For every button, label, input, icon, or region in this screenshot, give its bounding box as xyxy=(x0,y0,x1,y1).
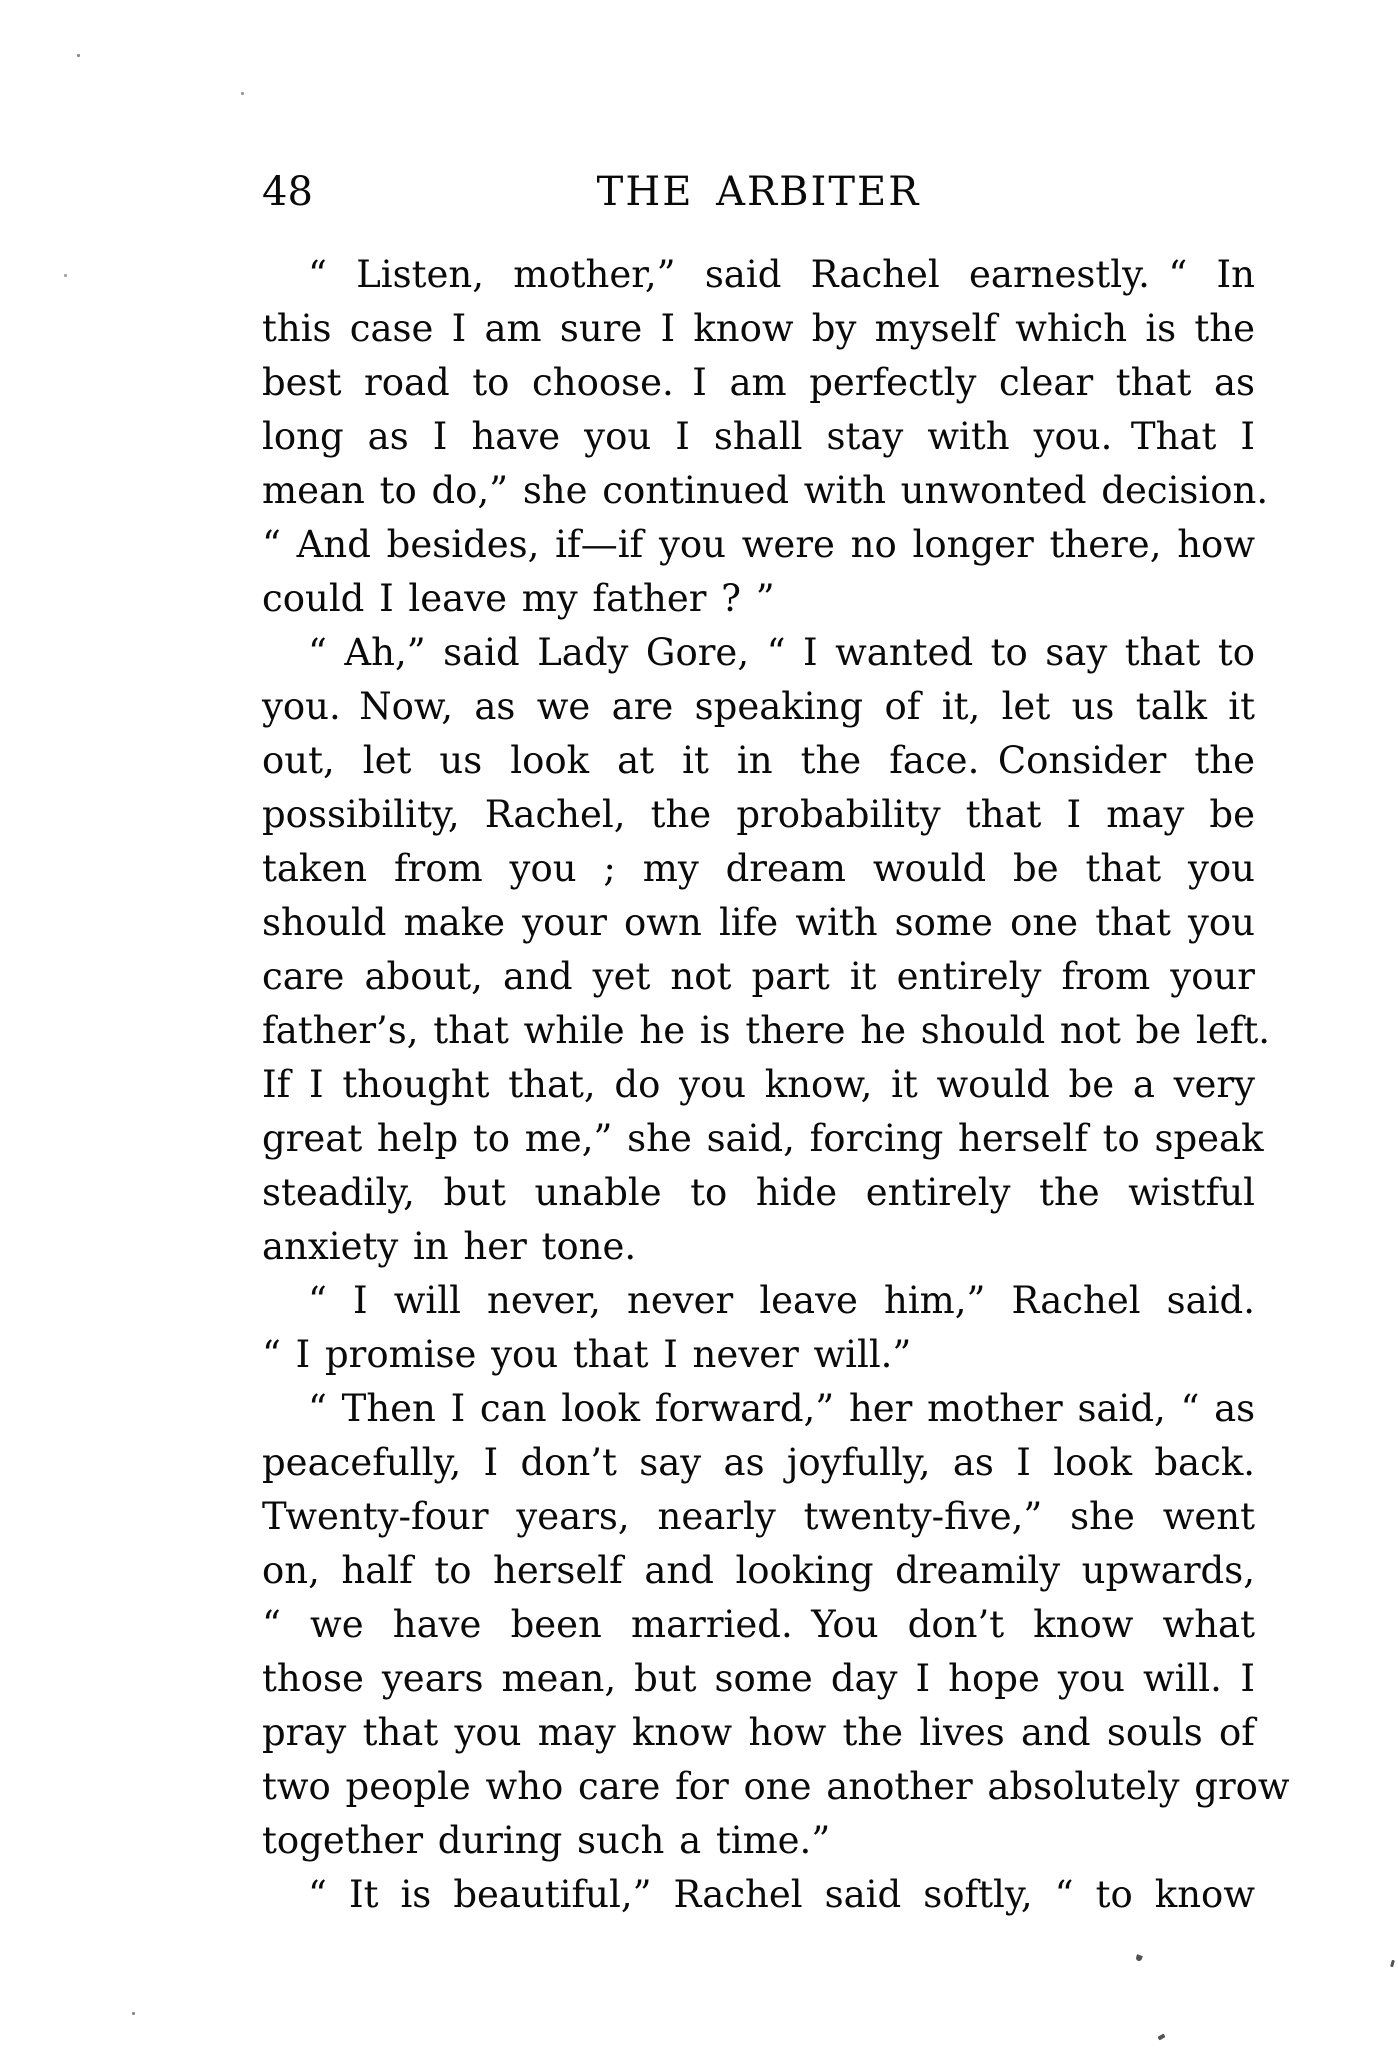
text-line: If I thought that, do you know, it would be a very xyxy=(262,1063,1255,1106)
text-line: “ And besides, if—if you were no longer there, how xyxy=(262,523,1255,566)
text-line: long as I have you I shall stay with you. That I xyxy=(262,415,1255,458)
text-line: those years mean, but some day I hope you will. I xyxy=(262,1657,1255,1700)
text-line: best road to choose. I am perfectly clear that as xyxy=(262,361,1255,404)
text-line: you. Now, as we are speaking of it, let us talk it xyxy=(262,685,1255,728)
text-line: care about, and yet not part it entirely from your xyxy=(262,955,1255,998)
text-line: two people who care for one another absolutely grow xyxy=(262,1765,1290,1808)
text-line: “ Listen, mother,” said Rachel earnestly. “ In xyxy=(308,253,1255,296)
scan-speck xyxy=(1390,1960,1395,1968)
text-line: “ Then I can look forward,” her mother said, “ as xyxy=(308,1387,1256,1430)
scan-speck xyxy=(241,92,244,95)
scan-speck xyxy=(132,2012,135,2015)
text-line: Twenty-four years, nearly twenty-five,” she went xyxy=(262,1495,1255,1538)
running-title: THE ARBITER xyxy=(596,169,921,215)
text-line: steadily, but unable to hide entirely the wistful xyxy=(262,1171,1255,1214)
text-line: “ It is beautiful,” Rachel said softly, “ to know xyxy=(308,1873,1255,1916)
text-line: should make your own life with some one that you xyxy=(262,901,1255,944)
text-line: together during such a time.” xyxy=(262,1819,831,1862)
scan-speck xyxy=(64,274,67,277)
text-line: “ I promise you that I never will.” xyxy=(262,1333,912,1376)
text-line: could I leave my father ? ” xyxy=(262,577,775,620)
text-line: “ we have been married. You don’t know what xyxy=(262,1603,1255,1646)
text-line: out, let us look at it in the face. Consider the xyxy=(262,739,1255,782)
text-line: pray that you may know how the lives and souls of xyxy=(262,1711,1255,1754)
text-line: “ Ah,” said Lady Gore, “ I wanted to say that to xyxy=(308,631,1255,674)
text-line: on, half to herself and looking dreamily upwards, xyxy=(262,1549,1255,1592)
text-line: taken from you ; my dream would be that you xyxy=(262,847,1255,890)
text-line: mean to do,” she continued with unwonted decision. xyxy=(262,469,1269,512)
text-line: peacefully, I don’t say as joyfully, as I look back. xyxy=(262,1441,1255,1484)
text-line: “ I will never, never leave him,” Rachel said. xyxy=(308,1279,1255,1322)
page-number: 48 xyxy=(262,169,313,215)
text-line: this case I am sure I know by myself which is the xyxy=(262,307,1255,350)
page-header xyxy=(262,170,1255,218)
scan-speck xyxy=(77,54,80,57)
text-line: great help to me,” she said, forcing herself to speak xyxy=(262,1117,1264,1160)
text-line: anxiety in her tone. xyxy=(262,1225,637,1268)
scan-speck xyxy=(1157,2034,1165,2041)
text-line: possibility, Rachel, the probability that I may be xyxy=(262,793,1255,836)
text-line: father’s, that while he is there he should not be left. xyxy=(262,1009,1270,1052)
body-text xyxy=(262,248,1290,1922)
scan-speck xyxy=(1135,1954,1143,1962)
